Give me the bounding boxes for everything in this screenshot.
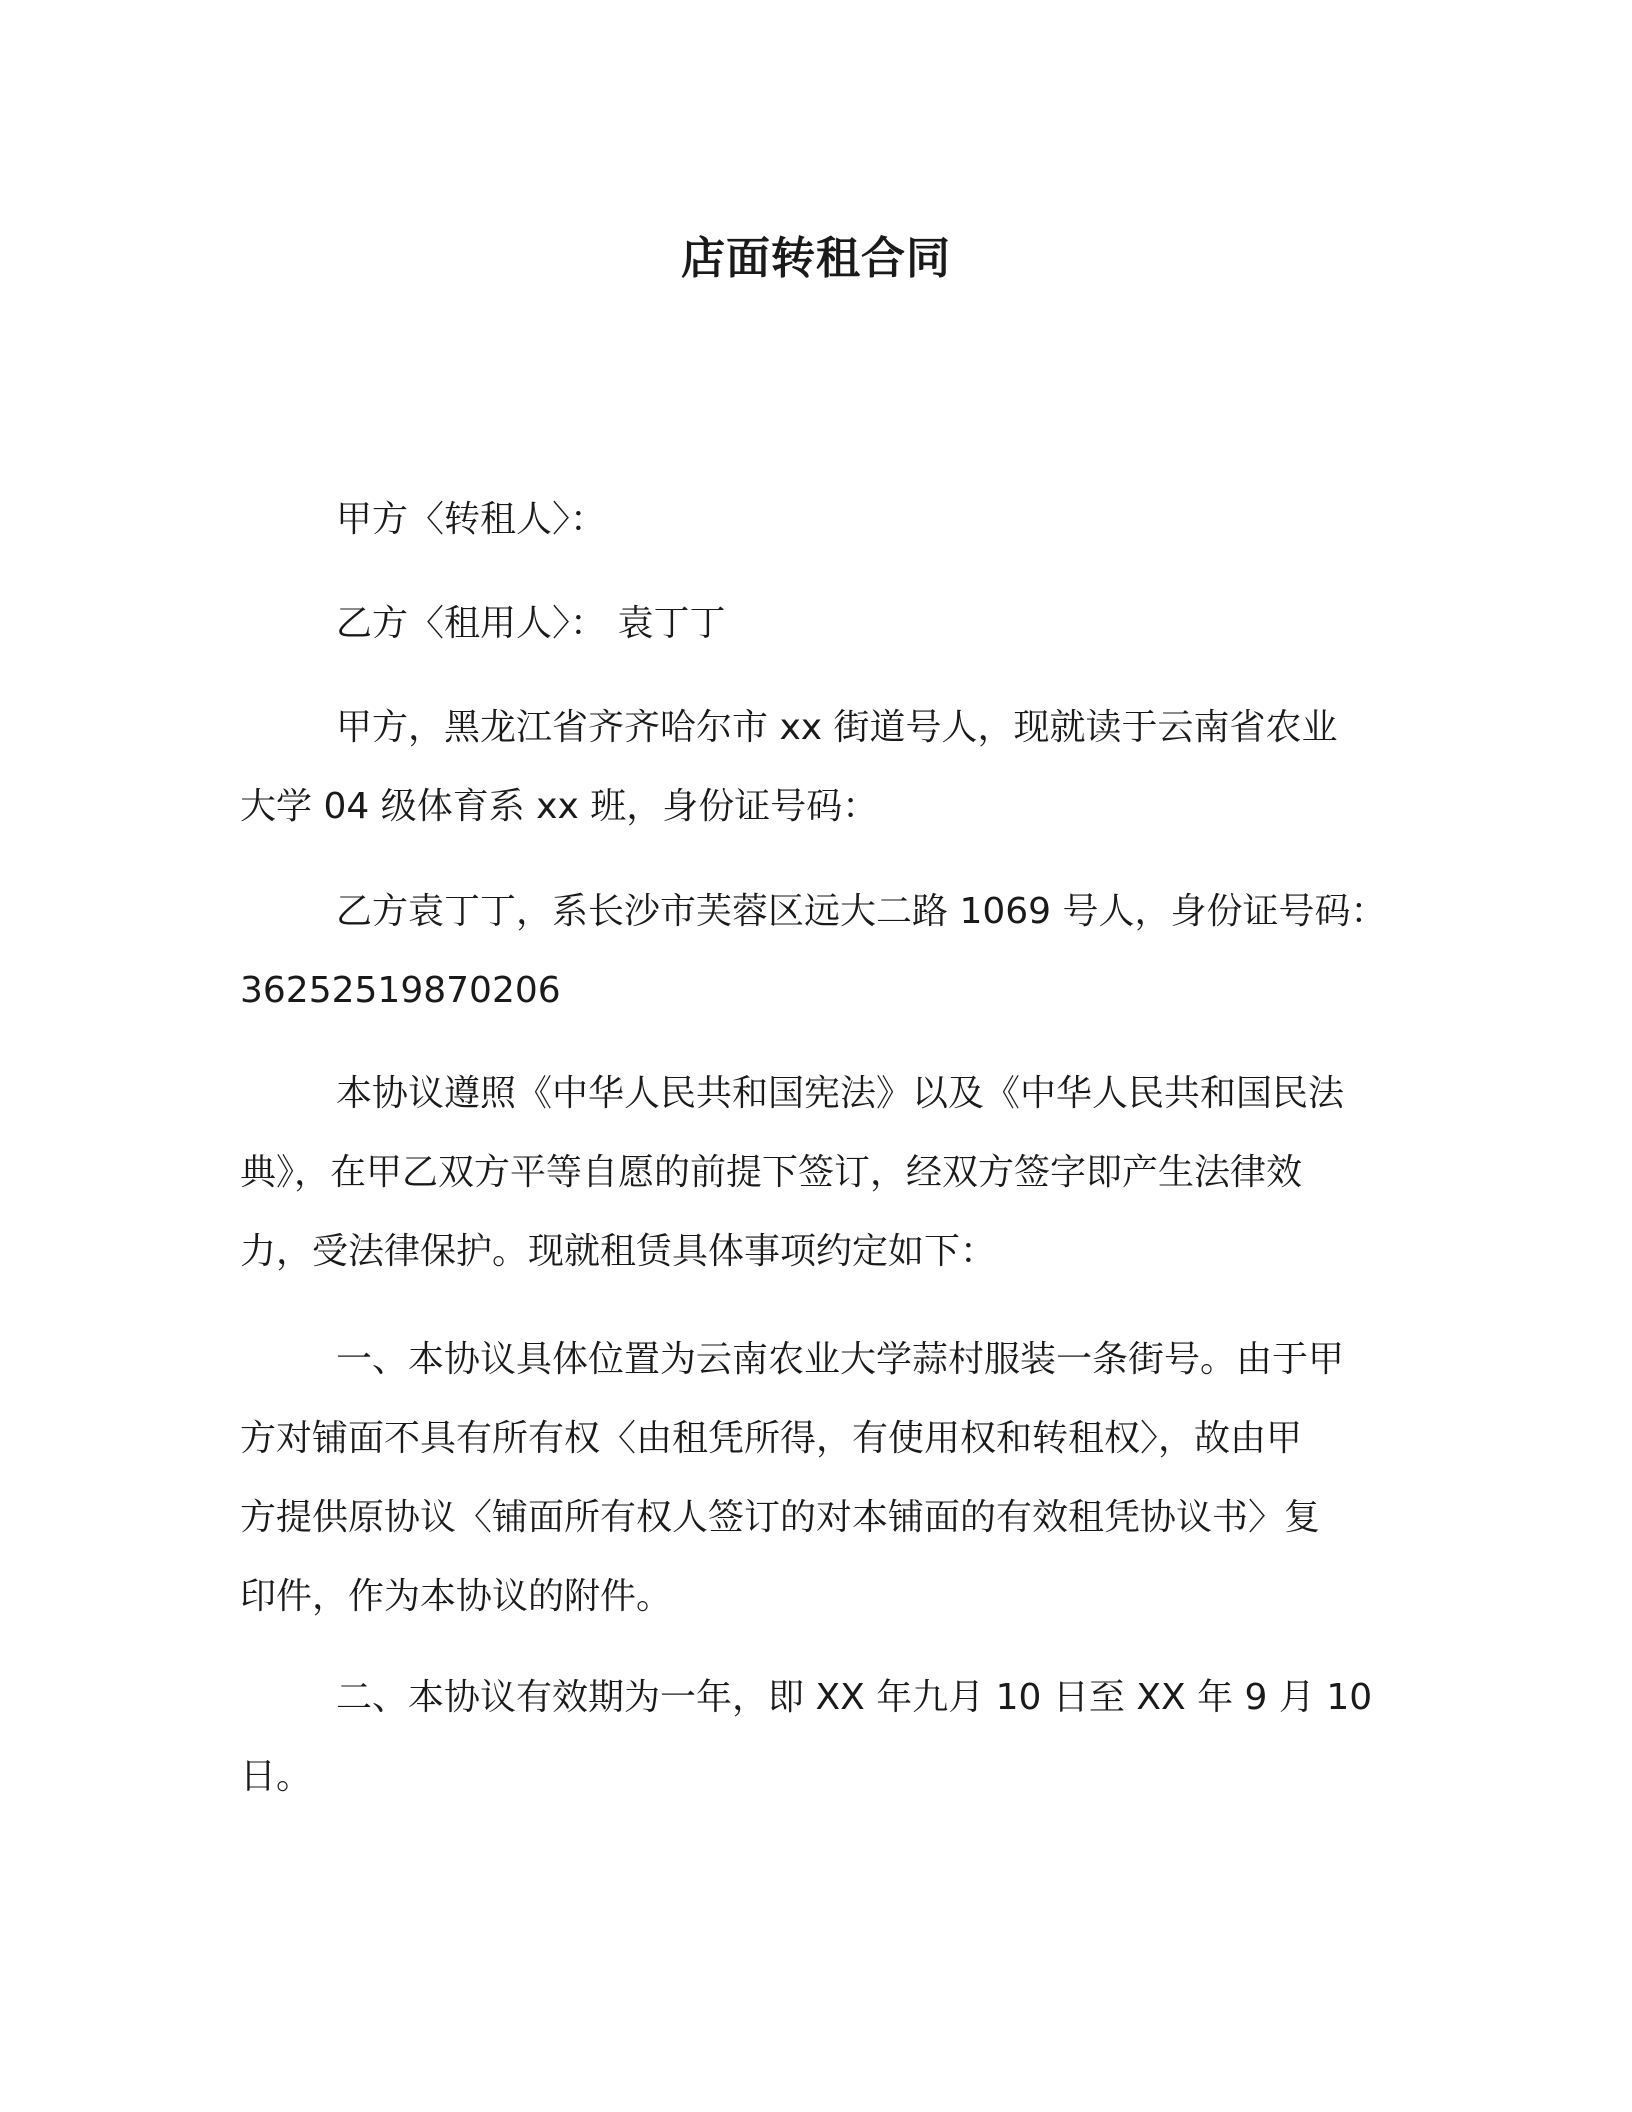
party-b-detail-paragraph	[240, 872, 1400, 1030]
party-a-label-text: 甲方〈转租人〉：	[336, 499, 607, 540]
clause-2-line-1: 二、本协议有效期为一年，即 XX 年九月 10 日至 XX 年 9 月 10	[336, 1677, 1373, 1718]
clause-1-line-3: 方提供原协议〈铺面所有权人签订的对本铺面的有效租凭协议书〉复	[240, 1497, 1321, 1538]
party-a-detail-line-1: 甲方，黑龙江省齐齐哈尔市 xx 街道号人，现就读于云南省农业	[336, 707, 1338, 748]
document-title: 店面转租合同	[681, 233, 951, 284]
party-a-label	[240, 480, 1400, 559]
clause-1-line-2: 方对铺面不具有所有权〈由租凭所得，有使用权和转租权〉，故由甲	[240, 1418, 1303, 1459]
clause-1-line-1: 一、本协议具体位置为云南农业大学蒜村服装一条街号。由于甲	[336, 1339, 1345, 1380]
basis-paragraph	[240, 1054, 1400, 1291]
clause-2-paragraph	[240, 1658, 1400, 1816]
basis-line-2: 典》，在甲乙双方平等自愿的前提下签订，经双方签字即产生法律效	[240, 1152, 1303, 1193]
party-a-detail-line-2: 大学 04 级体育系 xx 班，身份证号码：	[240, 786, 879, 827]
party-a-detail-paragraph	[240, 688, 1400, 846]
clause-1-paragraph	[240, 1320, 1400, 1636]
party-b-label-text: 乙方〈租用人〉： 袁丁丁	[336, 603, 726, 644]
clause-1-line-4: 印件，作为本协议的附件。	[240, 1576, 673, 1617]
party-b-detail-line-1: 乙方袁丁丁，系长沙市芙蓉区远大二路 1069 号人，身份证号码：	[336, 891, 1387, 932]
party-b-label	[240, 584, 1400, 663]
clause-2-line-2: 日。	[240, 1756, 313, 1797]
party-b-detail-line-2: 36252519870206	[240, 970, 561, 1011]
basis-line-1: 本协议遵照《中华人民共和国宪法》以及《中华人民共和国民法	[336, 1073, 1345, 1114]
basis-line-3: 力，受法律保护。现就租赁具体事项约定如下：	[240, 1231, 997, 1272]
